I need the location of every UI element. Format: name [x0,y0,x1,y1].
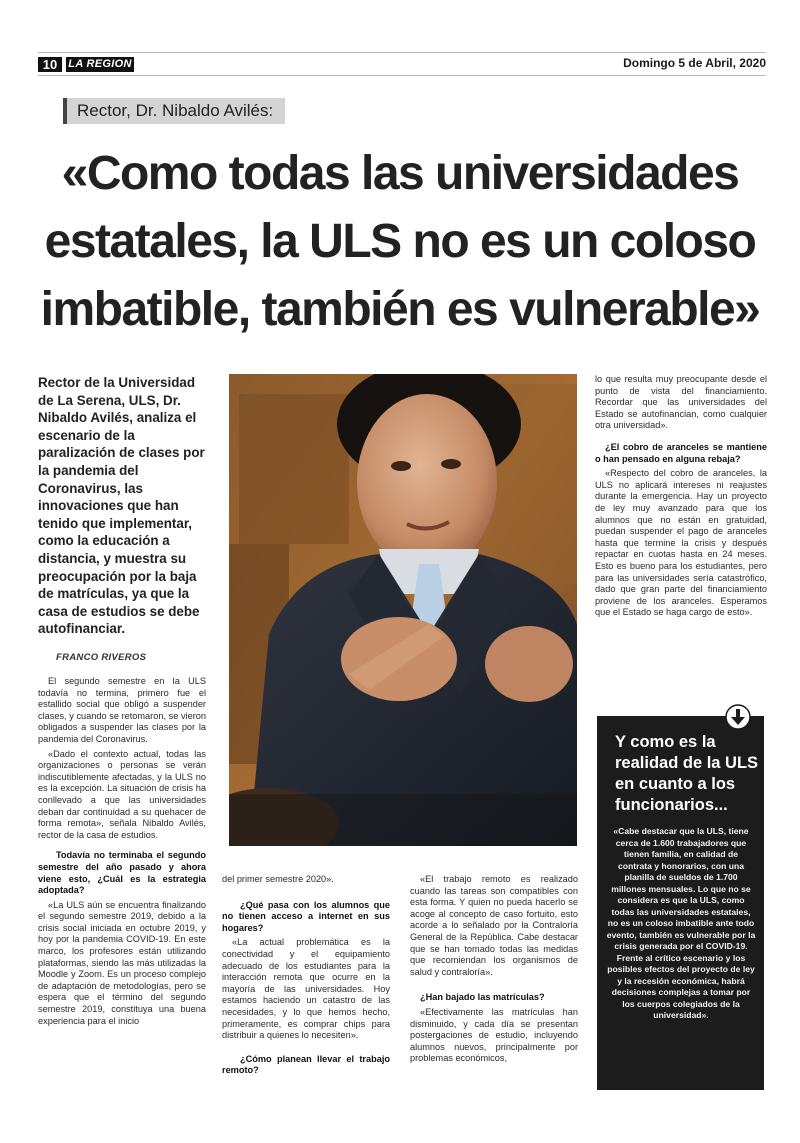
article-kicker: Rector, Dr. Nibaldo Avilés: [63,98,285,124]
interview-question: Todavía no terminaba el segundo semestre del año pasado y ahora viene esto, ¿Cuál es la estrategia adoptada? [38,850,206,896]
body-column-2 [222,874,390,1080]
body-column-1 [38,676,206,1030]
interview-question: ¿Han bajado las matrículas? [420,992,545,1003]
paragraph: del primer semestre 2020». [222,874,334,884]
byline: FRANCO RIVEROS [56,652,147,663]
paragraph: El segundo semestre en la ULS todavía no termina, primero fue el estallido social que obligó a suspender clases, y cuando se retomaron, se vieron obligados a suspender las clases por la pandemia del Coronavirus. [38,676,206,744]
paragraph: «La ULS aún se encuentra finalizando el segundo semestre 2019, debido a la crisis social iniciada en octubre 2019, y hoy por la pandemia COVID-19. En este marco, los profesores están utilizando plataformas, siendo las más utilizadas la Moodle y Zoom. Es un proceso complejo de adaptación de metodologías, pero se espera que el término del segundo semestre 2019, constituya una buena experiencia para el inicio [38,899,206,1026]
down-arrow-icon [725,704,751,730]
sidebar-title: Y como es la realidad de la ULS en cuanto a los funcionarios... [615,733,759,814]
header-rule [38,75,766,76]
paragraph: «Respecto del cobro de aranceles, la ULS no aplicará intereses ni reajustes durante la emergencia. Hay un proyecto de ley muy avanzado para que los alumnos que no están en gratuidad, puedan suspender el pago de aranceles hasta que termine la crisis y después repactar en cuotas hasta en 24 meses. Esto es bueno para los estudiantes, pero para las universidades sería catastrófico, dado que gran parte del financiamiento proviene de los aranceles. Esperamos que el Estado se haga cargo de esto». [595,468,767,618]
sidebar-body: «Cabe destacar que la ULS, tiene cerca de 1.600 trabajadores que tienen familia, en calidad de contrata y honorarios, con una planilla de sueldos de 1.700 millones mensuales. Lo que no se considera es que la ULS, como todas las universidades estatales, no es un coloso imbatible ante todo evento, también es vulnerable por la crisis generada por el COVID-19. Frente al crítico escenario y los posibles efectos del proyecto de ley y la recesión económica, habrá decisiones complejas a tomar por los cuerpos colegiados de la universidad». [606,826,756,1020]
rector-portrait-illustration [229,374,577,846]
sidebar-box [597,716,764,1090]
body-column-4 [595,374,767,622]
article-lead: Rector de la Universidad de La Serena, ULS, Dr. Nibaldo Avilés, analiza el escenario de la paralización de clases por la pandemia del Coronavirus, las innovaciones que han tenido que implementar, como la educación a distancia, y muestra su preocupación por la baja de matrículas, ya que la casa de estudios se debe autofinanciar. [38,375,205,637]
paragraph: «El trabajo remoto es realizado cuando las tareas son compatibles con esta forma. Y quien no pueda hacerlo se acoge al concepto de caso fortuito, esto acorde a lo señalado por la Contraloría General de la República. Cabe destacar que se han tomado todas las medidas que recomiendan los organismos de salud y contraloría». [410,874,578,977]
article-headline: «Como todas las universidades estatales, la ULS no es un coloso imbatible, también es vulnerable» [40,147,760,336]
body-column-3 [410,874,578,1068]
newspaper-brand: LA REGION [66,57,134,72]
rector-photo [229,374,577,846]
interview-question: ¿Qué pasa con los alumnos que no tienen acceso a internet en sus hogares? [222,899,390,933]
top-rule [38,52,766,53]
issue-date: Domingo 5 de Abril, 2020 [623,56,766,70]
paragraph: «Efectivamente las matrículas han disminuido, y cada día se presentan postergaciones de estudio, incluyendo alumnos nuevos, principalmente por problemas económicos, [410,1006,578,1064]
page-number: 10 [38,57,62,72]
interview-question: ¿Cómo planean llevar el trabajo remoto? [222,1053,390,1076]
paragraph: «La actual problemática es la conectividad y el equipamiento adecuado de los estudiantes para la interacción remota que ocurre en la mayoría de las universidades. Hoy estamos haciendo un catastro de las necesidades, y lo que hemos hecho, primeramente, es comprar chips para distribuir a quienes lo necesiten». [222,937,390,1041]
paragraph: lo que resulta muy preocupante desde el punto de vista del financiamiento. Recordar que las universidades del Estado se autofinancian, como cualquier otra universidad». [595,374,767,431]
paragraph: «Dado el contexto actual, todas las organizaciones o personas se verán indiscutiblemente afectadas, y la ULS no es la excepción. La situación de crisis ha conllevado a que las universidades deban dar continuidad a su quehacer de forma remota», señala Nibaldo Avilés, rector de la casa de estudios. [38,748,206,840]
interview-question: ¿El cobro de aranceles se mantiene o han pensado en alguna rebaja? [595,441,767,464]
